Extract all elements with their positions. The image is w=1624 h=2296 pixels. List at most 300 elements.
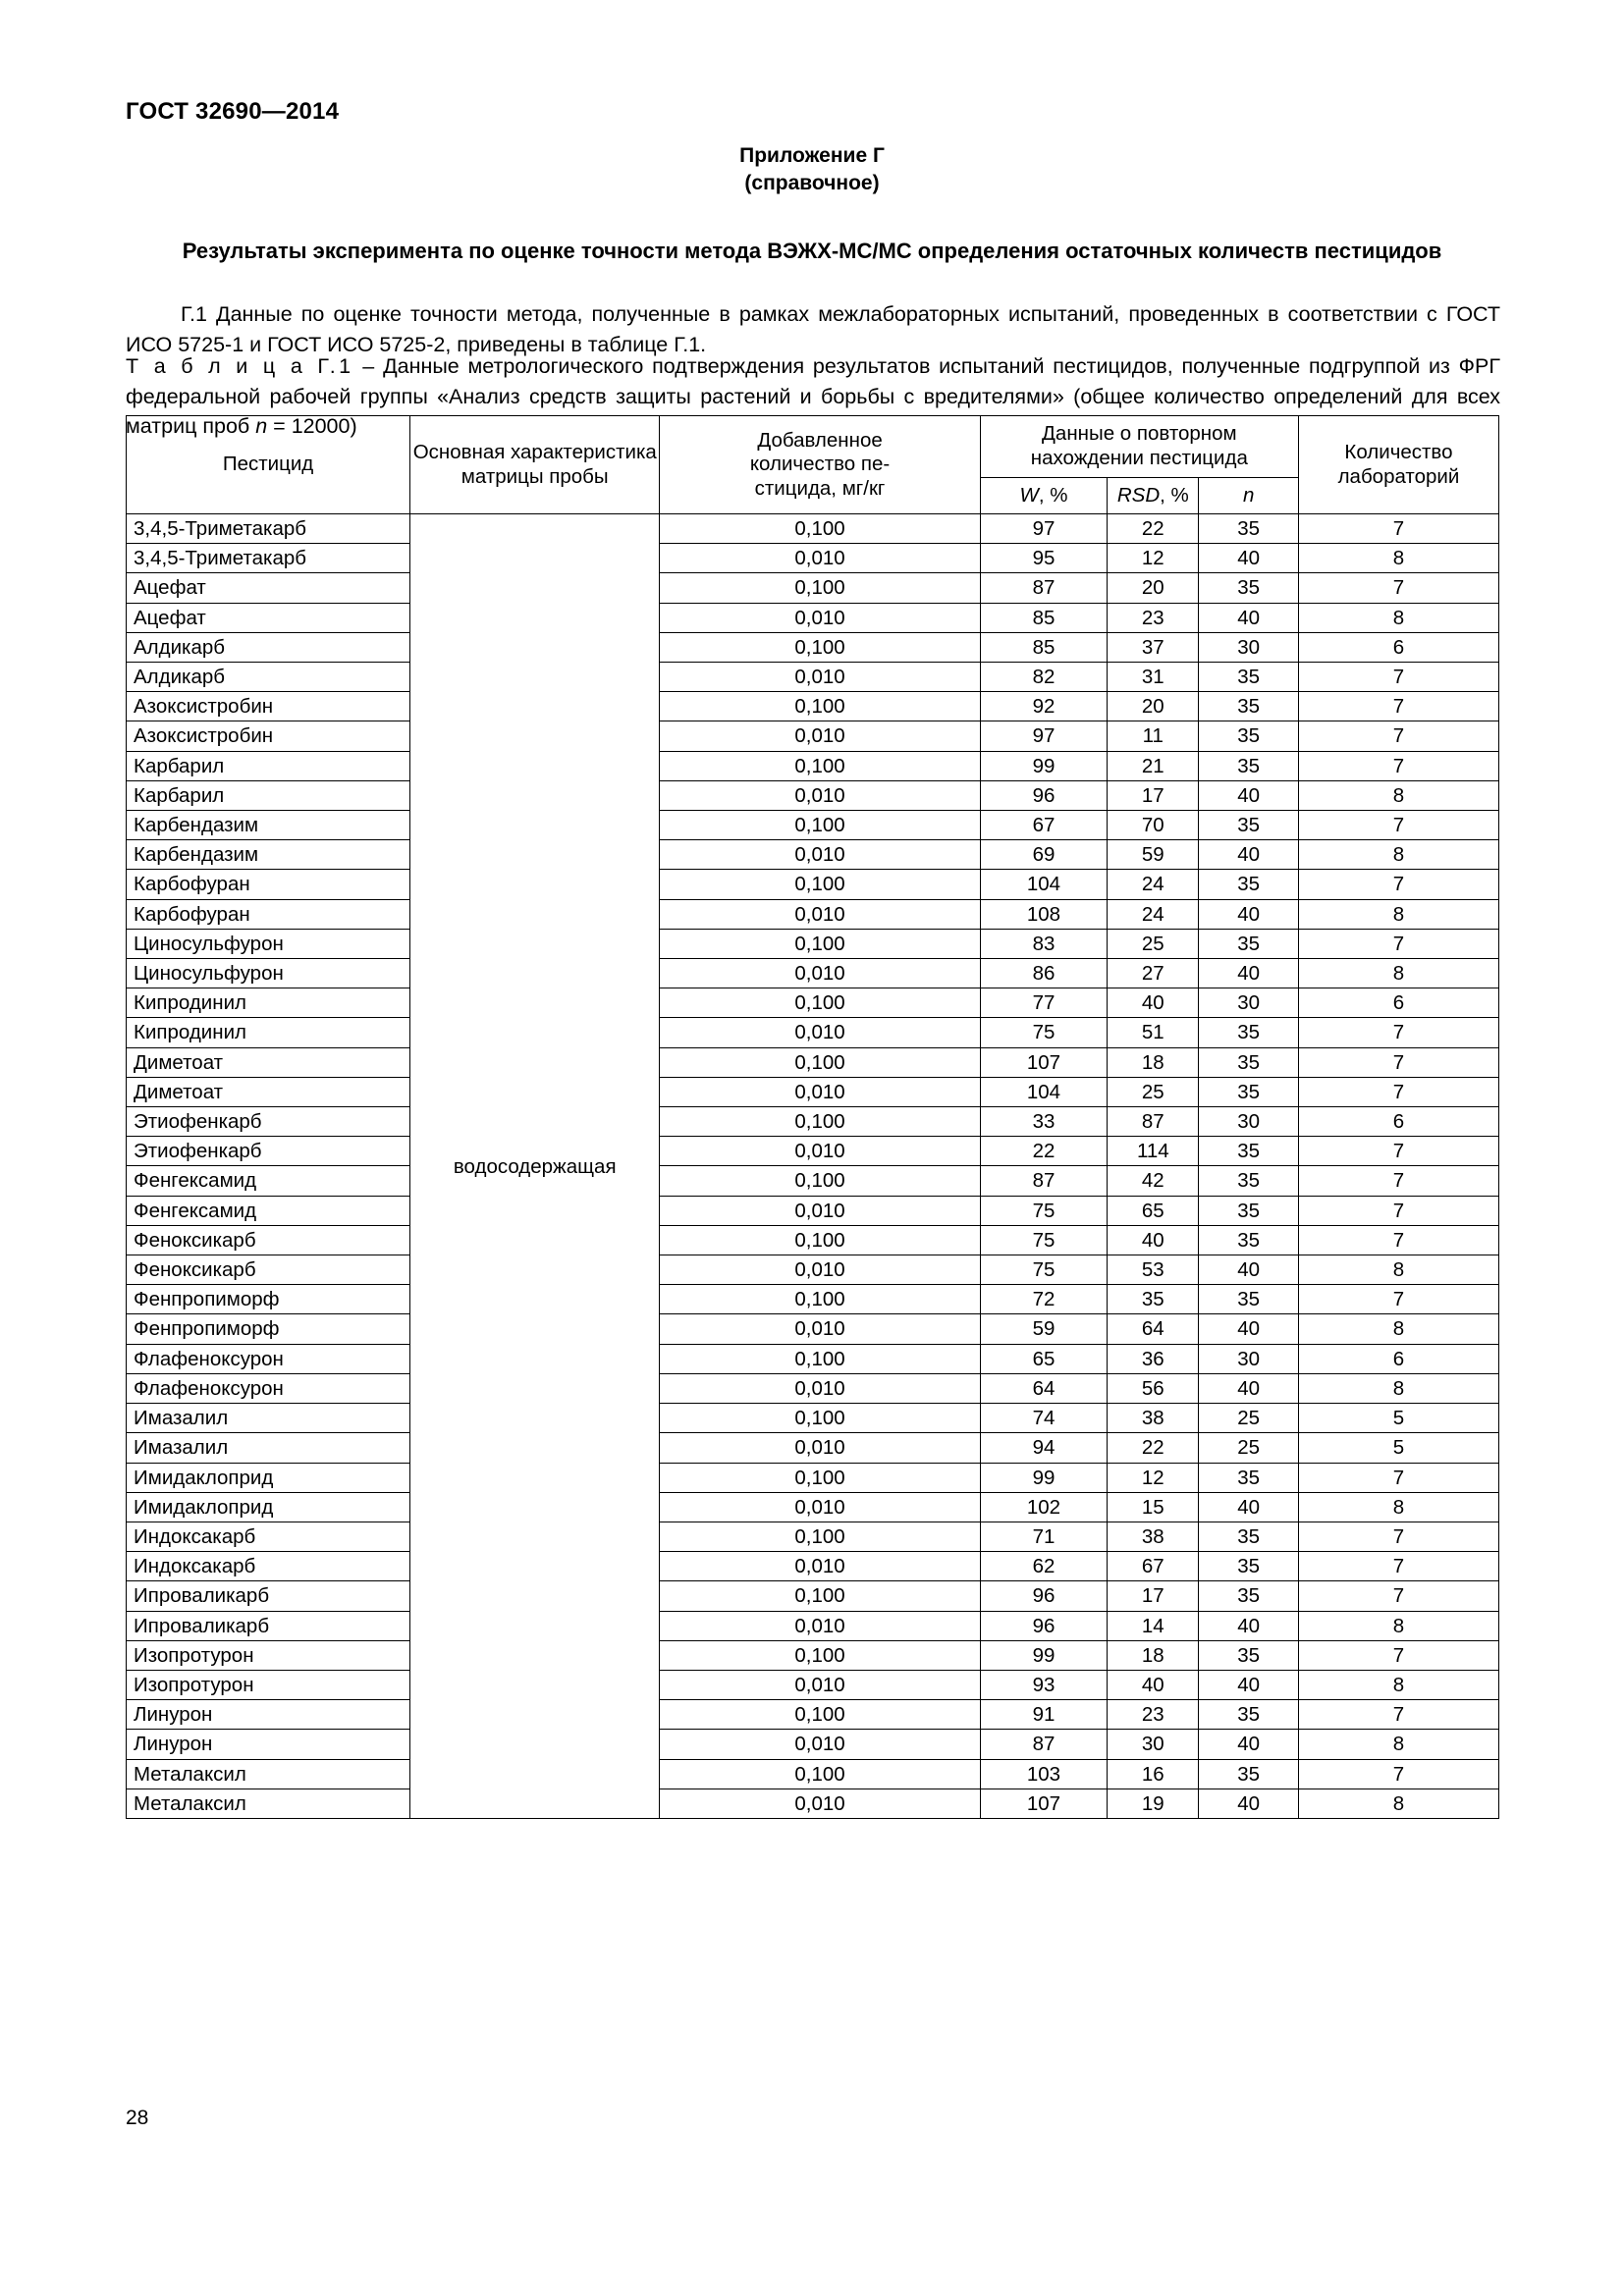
cell-rsd: 17 [1108, 780, 1199, 810]
cell-w: 95 [980, 544, 1107, 573]
table-row [127, 751, 1499, 780]
cell-pesticide: Металаксил [127, 1759, 410, 1789]
cell-labs: 7 [1298, 929, 1498, 958]
cell-labs: 7 [1298, 663, 1498, 692]
cell-n: 35 [1199, 1047, 1298, 1077]
table-row [127, 1700, 1499, 1730]
page-number: 28 [126, 2107, 149, 2129]
cell-labs: 6 [1298, 632, 1498, 662]
cell-rsd: 40 [1108, 988, 1199, 1018]
header-n [1199, 478, 1298, 514]
cell-labs: 7 [1298, 1047, 1498, 1077]
cell-labs: 7 [1298, 870, 1498, 899]
header-w [980, 478, 1107, 514]
table-row [127, 721, 1499, 751]
cell-rsd: 15 [1108, 1492, 1199, 1522]
header-added-line2: количество пе- [749, 453, 891, 476]
cell-n: 35 [1199, 514, 1298, 544]
cell-rsd: 38 [1108, 1522, 1199, 1551]
cell-pesticide: Карбарил [127, 751, 410, 780]
table-row [127, 929, 1499, 958]
cell-added-amount: 0,010 [660, 663, 980, 692]
section-title: Результаты эксперимента по оценке точности метода ВЭЖХ-МС/МС определения остаточных количеств пестицидов [182, 239, 1442, 263]
cell-labs: 7 [1298, 1225, 1498, 1255]
cell-w: 62 [980, 1552, 1107, 1581]
table-row [127, 840, 1499, 870]
cell-added-amount: 0,100 [660, 1404, 980, 1433]
cell-labs: 7 [1298, 1581, 1498, 1611]
cell-w: 97 [980, 514, 1107, 544]
cell-added-amount: 0,100 [660, 692, 980, 721]
cell-n: 35 [1199, 692, 1298, 721]
cell-added-amount: 0,100 [660, 573, 980, 603]
table-row [127, 573, 1499, 603]
cell-n: 35 [1199, 721, 1298, 751]
cell-w: 102 [980, 1492, 1107, 1522]
cell-rsd: 70 [1108, 811, 1199, 840]
table-row [127, 870, 1499, 899]
table-row [127, 1077, 1499, 1106]
table-row [127, 1373, 1499, 1403]
cell-rsd: 40 [1108, 1670, 1199, 1699]
cell-added-amount: 0,010 [660, 1492, 980, 1522]
cell-added-amount: 0,010 [660, 1314, 980, 1344]
cell-n: 35 [1199, 751, 1298, 780]
cell-rsd: 42 [1108, 1166, 1199, 1196]
table-row [127, 1463, 1499, 1492]
cell-added-amount: 0,010 [660, 1552, 980, 1581]
cell-n: 35 [1199, 573, 1298, 603]
cell-labs: 7 [1298, 1463, 1498, 1492]
cell-added-amount: 0,010 [660, 721, 980, 751]
cell-added-amount: 0,100 [660, 1700, 980, 1730]
cell-pesticide: Ацефат [127, 603, 410, 632]
cell-n: 25 [1199, 1404, 1298, 1433]
cell-labs: 8 [1298, 1314, 1498, 1344]
cell-rsd: 11 [1108, 721, 1199, 751]
table-row [127, 1225, 1499, 1255]
cell-added-amount: 0,010 [660, 544, 980, 573]
cell-rsd: 21 [1108, 751, 1199, 780]
table-row [127, 1522, 1499, 1551]
table-row [127, 1640, 1499, 1670]
header-n-symbol: n [1242, 483, 1255, 507]
cell-added-amount: 0,100 [660, 1285, 980, 1314]
cell-pesticide: Феноксикарб [127, 1255, 410, 1285]
cell-labs: 8 [1298, 840, 1498, 870]
cell-labs: 8 [1298, 1789, 1498, 1818]
header-repeat-group-line2: нахождении пестицида [1030, 447, 1248, 469]
cell-w: 71 [980, 1522, 1107, 1551]
cell-labs: 7 [1298, 1640, 1498, 1670]
cell-n: 40 [1199, 544, 1298, 573]
header-w-unit: , % [1038, 483, 1068, 507]
cell-n: 35 [1199, 1759, 1298, 1789]
cell-rsd: 35 [1108, 1285, 1199, 1314]
cell-labs: 7 [1298, 1759, 1498, 1789]
cell-n: 40 [1199, 1373, 1298, 1403]
table-row [127, 1670, 1499, 1699]
cell-w: 87 [980, 573, 1107, 603]
table-row [127, 514, 1499, 544]
cell-pesticide: Азоксистробин [127, 721, 410, 751]
cell-added-amount: 0,100 [660, 751, 980, 780]
cell-n: 35 [1199, 1018, 1298, 1047]
cell-labs: 7 [1298, 692, 1498, 721]
header-w-symbol: W [1019, 483, 1039, 507]
table-row [127, 780, 1499, 810]
cell-rsd: 22 [1108, 1433, 1199, 1463]
cell-added-amount: 0,100 [660, 870, 980, 899]
cell-added-amount: 0,100 [660, 811, 980, 840]
cell-n: 35 [1199, 1581, 1298, 1611]
cell-pesticide: Индоксакарб [127, 1522, 410, 1551]
header-rsd-unit: , % [1160, 483, 1189, 507]
cell-added-amount: 0,100 [660, 1047, 980, 1077]
cell-labs: 7 [1298, 1552, 1498, 1581]
cell-labs: 7 [1298, 1285, 1498, 1314]
cell-labs: 8 [1298, 1611, 1498, 1640]
cell-rsd: 27 [1108, 959, 1199, 988]
cell-labs: 8 [1298, 1492, 1498, 1522]
table-row [127, 544, 1499, 573]
table-caption-n-symbol: n [255, 414, 268, 439]
header-repeat-group-line1: Данные о повторном [1042, 422, 1237, 446]
table-row [127, 1492, 1499, 1522]
cell-w: 104 [980, 1077, 1107, 1106]
cell-labs: 8 [1298, 603, 1498, 632]
cell-labs: 7 [1298, 1077, 1498, 1106]
header-added-amount [660, 416, 980, 514]
cell-added-amount: 0,100 [660, 1522, 980, 1551]
cell-added-amount: 0,100 [660, 1166, 980, 1196]
cell-rsd: 12 [1108, 1463, 1199, 1492]
cell-w: 82 [980, 663, 1107, 692]
cell-rsd: 87 [1108, 1107, 1199, 1137]
cell-w: 72 [980, 1285, 1107, 1314]
table-row [127, 1404, 1499, 1433]
cell-n: 35 [1199, 1463, 1298, 1492]
cell-w: 87 [980, 1730, 1107, 1759]
cell-n: 35 [1199, 1285, 1298, 1314]
cell-labs: 7 [1298, 811, 1498, 840]
cell-pesticide: Циносульфурон [127, 959, 410, 988]
table-caption-label: Т а б л и ц а Г.1 [126, 354, 354, 378]
cell-rsd: 40 [1108, 1225, 1199, 1255]
cell-pesticide: Фенпропиморф [127, 1314, 410, 1344]
cell-labs: 8 [1298, 1255, 1498, 1285]
cell-labs: 8 [1298, 899, 1498, 929]
header-matrix: Основная характеристика матрицы пробы [410, 416, 660, 514]
cell-pesticide: Флафеноксурон [127, 1373, 410, 1403]
cell-pesticide: Индоксакарб [127, 1552, 410, 1581]
cell-w: 97 [980, 721, 1107, 751]
table-row [127, 663, 1499, 692]
cell-pesticide: Ацефат [127, 573, 410, 603]
cell-rsd: 36 [1108, 1344, 1199, 1373]
cell-w: 85 [980, 632, 1107, 662]
table-row [127, 1789, 1499, 1818]
cell-n: 35 [1199, 1077, 1298, 1106]
table-row [127, 1314, 1499, 1344]
cell-rsd: 114 [1108, 1137, 1199, 1166]
cell-w: 75 [980, 1196, 1107, 1225]
cell-n: 40 [1199, 1789, 1298, 1818]
cell-pesticide: Изопротурон [127, 1670, 410, 1699]
cell-n: 35 [1199, 1522, 1298, 1551]
cell-pesticide: Карбендазим [127, 840, 410, 870]
cell-rsd: 25 [1108, 929, 1199, 958]
cell-n: 35 [1199, 929, 1298, 958]
cell-pesticide: Диметоат [127, 1077, 410, 1106]
cell-added-amount: 0,010 [660, 1077, 980, 1106]
cell-w: 85 [980, 603, 1107, 632]
cell-n: 35 [1199, 1640, 1298, 1670]
cell-w: 103 [980, 1759, 1107, 1789]
cell-n: 35 [1199, 1225, 1298, 1255]
cell-added-amount: 0,010 [660, 1433, 980, 1463]
cell-added-amount: 0,010 [660, 1255, 980, 1285]
cell-pesticide: Циносульфурон [127, 929, 410, 958]
table-row [127, 603, 1499, 632]
cell-pesticide: Карбендазим [127, 811, 410, 840]
cell-labs: 8 [1298, 959, 1498, 988]
cell-labs: 7 [1298, 1018, 1498, 1047]
cell-rsd: 38 [1108, 1404, 1199, 1433]
cell-w: 94 [980, 1433, 1107, 1463]
cell-added-amount: 0,010 [660, 899, 980, 929]
cell-n: 35 [1199, 1552, 1298, 1581]
table-row [127, 1611, 1499, 1640]
cell-w: 77 [980, 988, 1107, 1018]
cell-labs: 8 [1298, 1670, 1498, 1699]
cell-pesticide: Фенгексамид [127, 1196, 410, 1225]
cell-rsd: 67 [1108, 1552, 1199, 1581]
cell-pesticide: Карбофуран [127, 899, 410, 929]
cell-labs: 7 [1298, 1522, 1498, 1551]
annex-heading [0, 142, 1624, 197]
cell-rsd: 14 [1108, 1611, 1199, 1640]
table-row [127, 1552, 1499, 1581]
cell-rsd: 53 [1108, 1255, 1199, 1285]
table-row [127, 899, 1499, 929]
cell-w: 99 [980, 751, 1107, 780]
cell-n: 30 [1199, 988, 1298, 1018]
cell-w: 99 [980, 1463, 1107, 1492]
table-body [127, 514, 1499, 1819]
header-rsd [1108, 478, 1199, 514]
cell-labs: 8 [1298, 1730, 1498, 1759]
cell-labs: 7 [1298, 1166, 1498, 1196]
cell-pesticide: Этиофенкарб [127, 1137, 410, 1166]
cell-pesticide: Кипродинил [127, 988, 410, 1018]
table-row [127, 1137, 1499, 1166]
cell-n: 30 [1199, 1344, 1298, 1373]
cell-rsd: 20 [1108, 692, 1199, 721]
cell-added-amount: 0,010 [660, 959, 980, 988]
cell-rsd: 23 [1108, 1700, 1199, 1730]
cell-n: 35 [1199, 1166, 1298, 1196]
cell-labs: 6 [1298, 1107, 1498, 1137]
cell-added-amount: 0,100 [660, 1640, 980, 1670]
header-added-line1: Добавленное [757, 428, 883, 452]
cell-labs: 7 [1298, 1700, 1498, 1730]
cell-pesticide: Феноксикарб [127, 1225, 410, 1255]
cell-pesticide: Изопротурон [127, 1640, 410, 1670]
cell-labs: 5 [1298, 1404, 1498, 1433]
cell-labs: 7 [1298, 721, 1498, 751]
cell-w: 59 [980, 1314, 1107, 1344]
cell-w: 33 [980, 1107, 1107, 1137]
cell-added-amount: 0,010 [660, 1137, 980, 1166]
cell-n: 40 [1199, 603, 1298, 632]
table-row [127, 1759, 1499, 1789]
cell-w: 92 [980, 692, 1107, 721]
table-row [127, 1196, 1499, 1225]
cell-added-amount: 0,100 [660, 1759, 980, 1789]
table-row [127, 1047, 1499, 1077]
cell-w: 86 [980, 959, 1107, 988]
cell-labs: 6 [1298, 1344, 1498, 1373]
cell-w: 83 [980, 929, 1107, 958]
cell-n: 35 [1199, 811, 1298, 840]
cell-rsd: 20 [1108, 573, 1199, 603]
cell-pesticide: Ипроваликарб [127, 1581, 410, 1611]
cell-added-amount: 0,100 [660, 632, 980, 662]
cell-added-amount: 0,100 [660, 1581, 980, 1611]
cell-w: 96 [980, 1611, 1107, 1640]
cell-pesticide: Имидаклоприд [127, 1463, 410, 1492]
annex-label: Приложение Г [739, 144, 885, 167]
cell-rsd: 24 [1108, 870, 1199, 899]
table-row [127, 1433, 1499, 1463]
cell-pesticide: Алдикарб [127, 663, 410, 692]
cell-w: 74 [980, 1404, 1107, 1433]
cell-w: 75 [980, 1225, 1107, 1255]
table-row [127, 811, 1499, 840]
cell-n: 40 [1199, 1255, 1298, 1285]
cell-rsd: 19 [1108, 1789, 1199, 1818]
cell-rsd: 18 [1108, 1640, 1199, 1670]
table-row [127, 959, 1499, 988]
running-head: ГОСТ 32690—2014 [126, 98, 340, 125]
cell-added-amount: 0,010 [660, 1018, 980, 1047]
cell-pesticide: Алдикарб [127, 632, 410, 662]
cell-rsd: 25 [1108, 1077, 1199, 1106]
cell-rsd: 18 [1108, 1047, 1199, 1077]
cell-w: 67 [980, 811, 1107, 840]
cell-rsd: 37 [1108, 632, 1199, 662]
cell-n: 30 [1199, 1107, 1298, 1137]
cell-added-amount: 0,010 [660, 1611, 980, 1640]
header-labs-line1: Количество [1344, 440, 1453, 463]
cell-added-amount: 0,010 [660, 840, 980, 870]
cell-labs: 7 [1298, 751, 1498, 780]
cell-pesticide: Ипроваликарб [127, 1611, 410, 1640]
cell-rsd: 16 [1108, 1759, 1199, 1789]
cell-pesticide: Имазалил [127, 1404, 410, 1433]
cell-pesticide: 3,4,5-Триметакарб [127, 514, 410, 544]
intro-paragraph: Г.1 Данные по оценке точности метода, полученные в рамках межлабораторных испытаний, проведенных в соответствии с ГОСТ ИСО 5725-1 и ГОСТ ИСО 5725-2, приведены в таблице Г.1. [126, 302, 1500, 356]
cell-labs: 7 [1298, 1196, 1498, 1225]
cell-rsd: 65 [1108, 1196, 1199, 1225]
cell-w: 93 [980, 1670, 1107, 1699]
cell-w: 64 [980, 1373, 1107, 1403]
cell-n: 35 [1199, 870, 1298, 899]
header-pesticide: Пестицид [127, 416, 410, 514]
cell-n: 35 [1199, 663, 1298, 692]
cell-pesticide: Фенгексамид [127, 1166, 410, 1196]
cell-labs: 8 [1298, 544, 1498, 573]
cell-added-amount: 0,100 [660, 1463, 980, 1492]
table-row [127, 1166, 1499, 1196]
cell-n: 40 [1199, 899, 1298, 929]
cell-added-amount: 0,100 [660, 1107, 980, 1137]
cell-labs: 7 [1298, 573, 1498, 603]
cell-w: 65 [980, 1344, 1107, 1373]
cell-n: 35 [1199, 1196, 1298, 1225]
annex-kind: (справочное) [744, 171, 880, 194]
cell-added-amount: 0,010 [660, 1789, 980, 1818]
table-row [127, 1255, 1499, 1285]
cell-pesticide: Имазалил [127, 1433, 410, 1463]
cell-pesticide: Линурон [127, 1730, 410, 1759]
cell-n: 35 [1199, 1137, 1298, 1166]
table-row [127, 1344, 1499, 1373]
table-row [127, 632, 1499, 662]
cell-pesticide: Фенпропиморф [127, 1285, 410, 1314]
cell-n: 25 [1199, 1433, 1298, 1463]
cell-added-amount: 0,010 [660, 1196, 980, 1225]
cell-rsd: 64 [1108, 1314, 1199, 1344]
cell-added-amount: 0,100 [660, 929, 980, 958]
table-row [127, 1581, 1499, 1611]
cell-w: 104 [980, 870, 1107, 899]
cell-pesticide: Имидаклоприд [127, 1492, 410, 1522]
table-caption-text-1: Данные метрологического подтверждения результатов испытаний пестицидов, полученные подгруппой из ФРГ федеральной рабочей группы «Анализ средств защиты растений и борьбы с вредителями» (общее количество определений для всех матриц проб [126, 354, 1501, 439]
cell-n: 40 [1199, 840, 1298, 870]
table-row [127, 1018, 1499, 1047]
cell-n: 40 [1199, 1611, 1298, 1640]
cell-w: 91 [980, 1700, 1107, 1730]
cell-labs: 6 [1298, 988, 1498, 1018]
cell-n: 40 [1199, 959, 1298, 988]
cell-n: 40 [1199, 780, 1298, 810]
table-head [127, 416, 1499, 514]
cell-pesticide: Азоксистробин [127, 692, 410, 721]
table-caption-text-2: = 12000) [267, 414, 357, 439]
cell-labs: 5 [1298, 1433, 1498, 1463]
cell-w: 96 [980, 1581, 1107, 1611]
table-row [127, 1107, 1499, 1137]
cell-w: 99 [980, 1640, 1107, 1670]
cell-n: 40 [1199, 1492, 1298, 1522]
table-row [127, 1285, 1499, 1314]
cell-added-amount: 0,010 [660, 1373, 980, 1403]
cell-added-amount: 0,010 [660, 1730, 980, 1759]
cell-n: 35 [1199, 1700, 1298, 1730]
cell-rsd: 22 [1108, 514, 1199, 544]
cell-pesticide: Диметоат [127, 1047, 410, 1077]
header-labs-count [1298, 416, 1498, 514]
cell-n: 30 [1199, 632, 1298, 662]
table-header-row-main [127, 416, 1499, 478]
pesticide-accuracy-table [126, 415, 1499, 1819]
cell-added-amount: 0,100 [660, 1344, 980, 1373]
cell-labs: 8 [1298, 1373, 1498, 1403]
cell-pesticide: Карбофуран [127, 870, 410, 899]
cell-labs: 8 [1298, 780, 1498, 810]
